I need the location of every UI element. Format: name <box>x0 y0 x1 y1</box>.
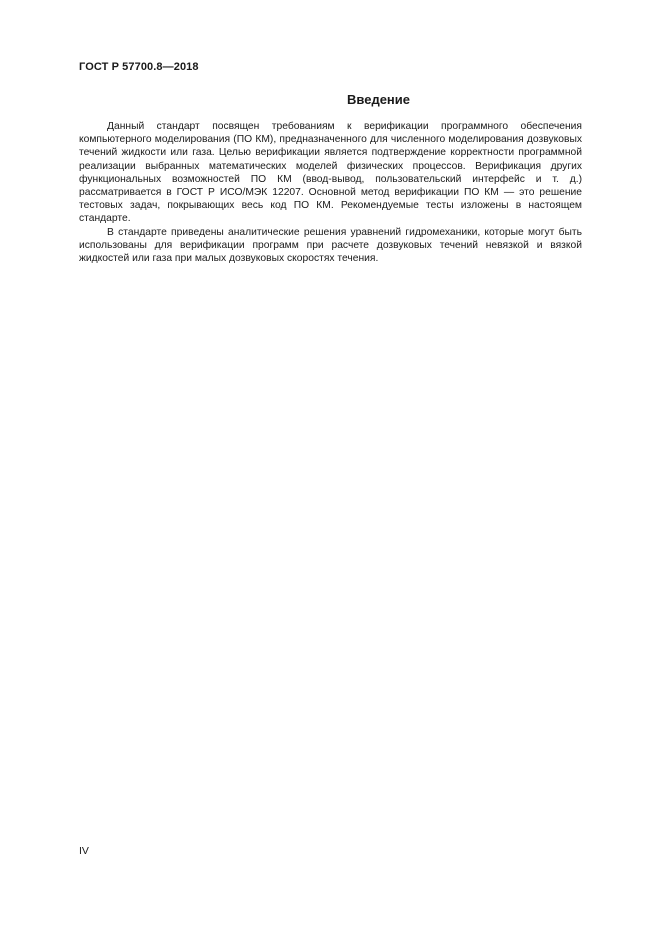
paragraph: В стандарте приведены аналитические решения уравнений гидромеханики, которые могут быть использованы для верификации программ при расчете дозвуковых течений невязкой и вязкой жидкостей или газа при малых дозвуковых скоростях течения. <box>79 226 582 265</box>
paragraph: Данный стандарт посвящен требованиям к верификации программного обеспечения компьютерного моделирования (ПО КМ), предназначенного для численного моделирования дозвуковых течений жидкости или газа. Целью верификации является подтверждение корректности программной реализации выбранных математических моделей физических процессов. Верификация других функциональных возможностей ПО КМ (ввод-вывод, пользовательский интерфейс и т. д.) рассматривается в ГОСТ Р ИСО/МЭК 12207. Основной метод верификации ПО КМ — это решение тестовых задач, покрывающих весь код ПО КМ. Рекомендуемые тесты изложены в настоящем стандарте. <box>79 121 582 225</box>
section-title: Введение <box>347 92 410 107</box>
page-number: IV <box>79 845 89 857</box>
standard-code-header: ГОСТ Р 57700.8—2018 <box>79 61 199 73</box>
section-body <box>79 120 582 265</box>
